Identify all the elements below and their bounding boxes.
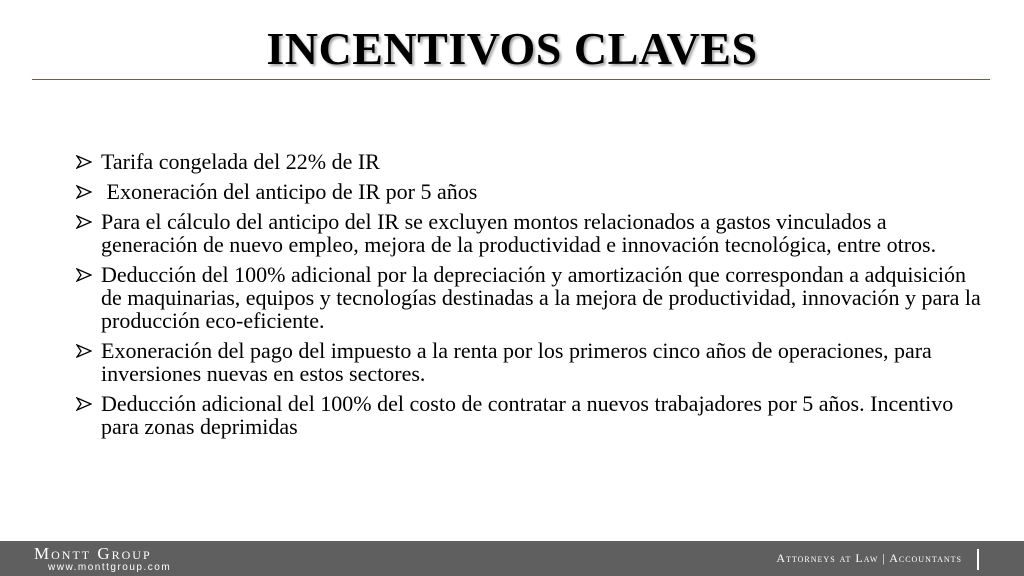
arrowhead-bullet-icon [76, 344, 92, 358]
bullet-text: Exoneración del pago del impuesto a la renta por los primeros cinco años de operaciones, para inversiones nuevas en estos sectores. [101, 338, 932, 386]
bullet-text: Deducción adicional del 100% del costo de contratar a nuevos trabajadores por 5 años. Incentivo para zonas deprimidas [101, 391, 954, 439]
arrowhead-bullet-icon [76, 155, 92, 169]
title-divider [32, 79, 990, 80]
bullet-item [76, 210, 986, 256]
bullet-text: Para el cálculo del anticipo del IR se excluyen montos relacionados a gastos vinculados a generación de nuevo empleo, mejora de la productividad e innovación tecnológica, entre otros. [101, 209, 937, 257]
arrowhead-bullet-icon [76, 185, 92, 199]
bullet-item [76, 180, 986, 203]
footer-bar [0, 541, 1024, 576]
bullet-text: Tarifa congelada del 22% de IR [101, 149, 380, 174]
footer-divider [977, 549, 979, 570]
bullet-text: Deducción del 100% adicional por la depreciación y amortización que correspondan a adquisición de maquinarias, equipos y tecnologías destinadas a la mejora de productividad, innovación y para la producción eco-eficiente. [101, 262, 981, 333]
bullet-list [76, 150, 986, 445]
arrowhead-bullet-icon [76, 215, 92, 229]
slide-title: INCENTIVOS CLAVES [266, 23, 758, 74]
bullet-item [76, 392, 986, 438]
arrowhead-bullet-icon [76, 268, 92, 282]
bullet-item [76, 263, 986, 332]
brand-name: Montt Group [34, 544, 152, 563]
arrowhead-bullet-icon [76, 397, 92, 411]
bullet-item [76, 150, 986, 173]
bullet-item [76, 339, 986, 385]
brand-url: www.monttgroup.com [48, 562, 172, 573]
footer-tagline: Attorneys at Law | Accountants [776, 551, 962, 565]
bullet-text: Exoneración del anticipo de IR por 5 años [101, 179, 478, 204]
